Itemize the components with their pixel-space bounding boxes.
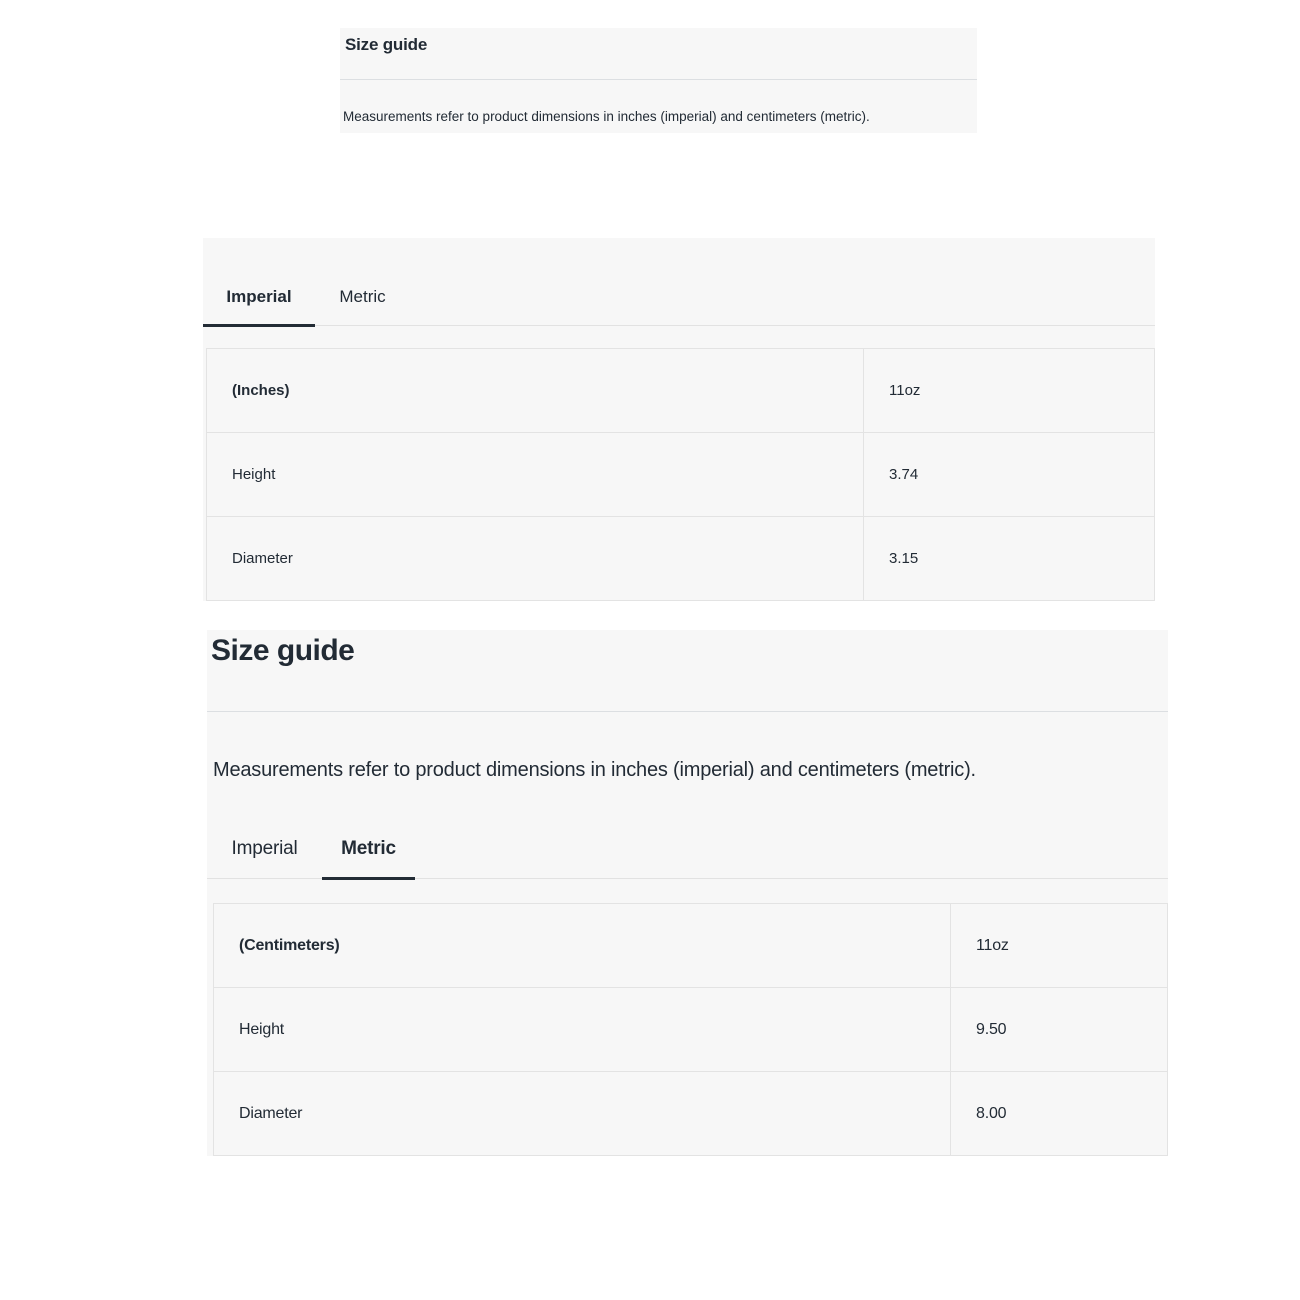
size-variant-cell: 11oz <box>864 349 1155 433</box>
tab-imperial[interactable] <box>203 284 315 325</box>
size-guide-compact-header <box>340 28 977 80</box>
table-row <box>214 1072 1168 1156</box>
row-label-cell: Diameter <box>207 517 864 601</box>
tab-imperial[interactable] <box>207 836 322 878</box>
size-unit-cell: (Inches) <box>207 349 864 433</box>
row-value-cell: 8.00 <box>951 1072 1168 1156</box>
table-row <box>207 433 1155 517</box>
size-guide-header <box>207 630 1168 712</box>
unit-tabs <box>203 238 1155 326</box>
tab-metric[interactable] <box>315 284 410 325</box>
tab-metric-label: Metric <box>339 287 386 306</box>
table-header-row <box>214 904 1168 988</box>
size-guide-description: Measurements refer to product dimensions in inches (imperial) and centimeters (metric). <box>213 759 976 781</box>
table-row <box>207 517 1155 601</box>
size-guide-imperial-panel <box>203 238 1155 601</box>
size-guide-title: Size guide <box>211 634 355 667</box>
row-label-cell: Height <box>207 433 864 517</box>
tab-metric[interactable] <box>322 836 415 878</box>
unit-tabs <box>207 783 1168 879</box>
size-unit-cell: (Centimeters) <box>214 904 951 988</box>
table-row <box>214 988 1168 1072</box>
metric-size-table <box>213 903 1168 1156</box>
size-guide-metric-panel <box>207 630 1168 1156</box>
row-value-cell: 3.15 <box>864 517 1155 601</box>
size-guide-widget-compact <box>340 28 977 133</box>
row-label-cell: Height <box>214 988 951 1072</box>
size-guide-compact-description: Measurements refer to product dimensions in inches (imperial) and centimeters (metric). <box>343 109 870 124</box>
tab-imperial-label: Imperial <box>226 287 292 306</box>
size-guide-compact-title: Size guide <box>345 35 428 54</box>
imperial-size-table <box>206 348 1155 601</box>
row-label-cell: Diameter <box>214 1072 951 1156</box>
tab-imperial-label: Imperial <box>231 838 298 859</box>
row-value-cell: 9.50 <box>951 988 1168 1072</box>
table-header-row <box>207 349 1155 433</box>
tab-metric-label: Metric <box>341 838 396 859</box>
size-variant-cell: 11oz <box>951 904 1168 988</box>
row-value-cell: 3.74 <box>864 433 1155 517</box>
